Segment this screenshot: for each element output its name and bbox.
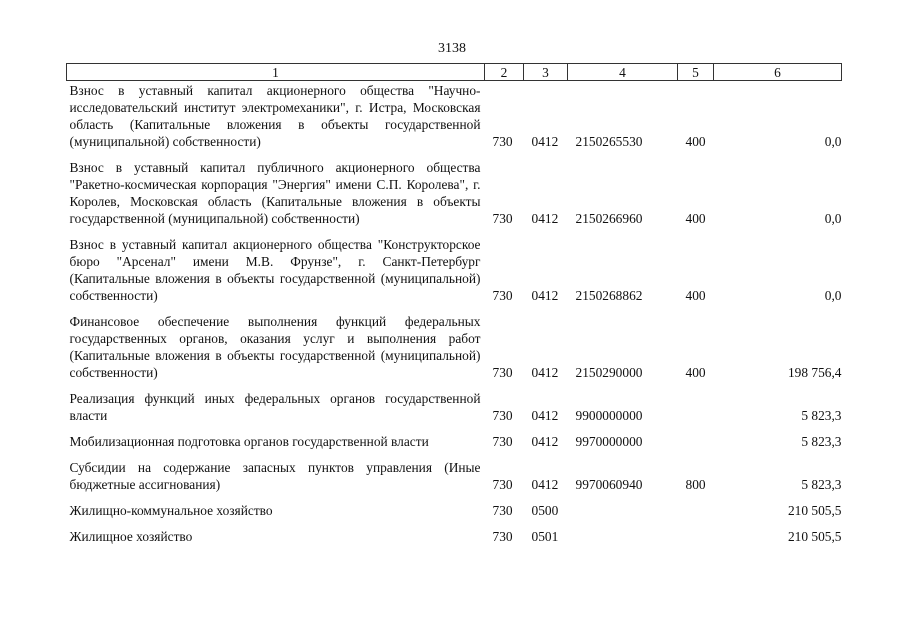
row-code: 730 [492,211,513,226]
row-expense-type: 400 [685,134,706,149]
table-row [67,157,842,234]
row-amount: 0,0 [824,288,842,303]
header-col-1: 1 [67,64,485,81]
table-row [67,526,842,552]
header-col-6: 6 [714,64,842,81]
table-header [67,64,842,81]
row-section: 0412 [531,408,559,423]
budget-table [66,63,842,552]
row-amount: 0,0 [824,211,842,226]
table-row [67,500,842,526]
table-row [67,388,842,431]
row-code: 730 [492,503,513,518]
header-col-3: 3 [524,64,568,81]
row-name: Взнос в уставный капитал акционерного общества "Конструкторское бюро "Арсенал" имени М.В. Фрунзе", г. Санкт-Петербург (Капитальные вложения в объекты государственной (муниципальной) собственности) [69,237,481,303]
row-amount: 210 505,5 [787,529,842,544]
row-amount: 5 823,3 [801,408,842,423]
row-name: Жилищное хозяйство [69,529,193,544]
row-section: 0412 [531,434,559,449]
row-code: 730 [492,434,513,449]
row-section: 0500 [531,503,559,518]
row-article [568,526,678,552]
row-expense-type: 400 [685,288,706,303]
row-expense-type [678,431,714,457]
table-row [67,431,842,457]
table-body [67,81,842,553]
row-section: 0412 [531,134,559,149]
row-name: Мобилизационная подготовка органов государственной власти [69,434,429,449]
row-name: Взнос в уставный капитал публичного акционерного общества "Ракетно-космическая корпорация "Энергия" имени С.П. Королева", г. Королев, Московская область (Капитальные вложения в объекты государственной (муниципальной) собственности) [69,160,481,226]
row-expense-type: 800 [685,477,706,492]
header-col-4: 4 [568,64,678,81]
header-col-5: 5 [678,64,714,81]
row-article: 9970000000 [575,434,643,449]
row-name: Реализация функций иных федеральных органов государственной власти [69,391,481,423]
row-code: 730 [492,134,513,149]
row-name: Взнос в уставный капитал акционерного общества "Научно-исследовательский институт электромеханики", г. Истра, Московская область (Капитальные вложения в объекты государственной (муниципальной) собственности) [69,83,481,149]
row-code: 730 [492,408,513,423]
row-name: Субсидии на содержание запасных пунктов управления (Иные бюджетные ассигнования) [69,460,481,492]
row-expense-type: 400 [685,211,706,226]
header-row [67,64,842,81]
row-expense-type [678,526,714,552]
row-name: Жилищно-коммунальное хозяйство [69,503,273,518]
row-section: 0412 [531,211,559,226]
table-row [67,311,842,388]
row-article: 2150290000 [575,365,643,380]
table-row [67,81,842,158]
row-article: 2150268862 [575,288,643,303]
table-row [67,457,842,500]
row-amount: 5 823,3 [801,477,842,492]
row-article: 2150265530 [575,134,643,149]
row-code: 730 [492,477,513,492]
row-article [568,500,678,526]
row-article: 9970060940 [575,477,643,492]
row-code: 730 [492,365,513,380]
row-section: 0412 [531,477,559,492]
row-section: 0412 [531,288,559,303]
row-code: 730 [492,288,513,303]
row-expense-type [678,388,714,431]
table-row [67,234,842,311]
row-amount: 0,0 [824,134,842,149]
page-number: 3138 [438,41,466,56]
row-section: 0501 [531,529,559,544]
row-amount: 5 823,3 [801,434,842,449]
row-amount: 210 505,5 [787,503,842,518]
row-article: 9900000000 [575,408,643,423]
row-article: 2150266960 [575,211,643,226]
row-code: 730 [492,529,513,544]
row-expense-type: 400 [685,365,706,380]
row-expense-type [678,500,714,526]
header-col-2: 2 [485,64,524,81]
row-name: Финансовое обеспечение выполнения функций федеральных государственных органов, оказания услуг и выполнения работ (Капитальные вложения в объекты государственной (муниципальной) собственности) [69,314,481,380]
row-section: 0412 [531,365,559,380]
row-amount: 198 756,4 [787,365,842,380]
